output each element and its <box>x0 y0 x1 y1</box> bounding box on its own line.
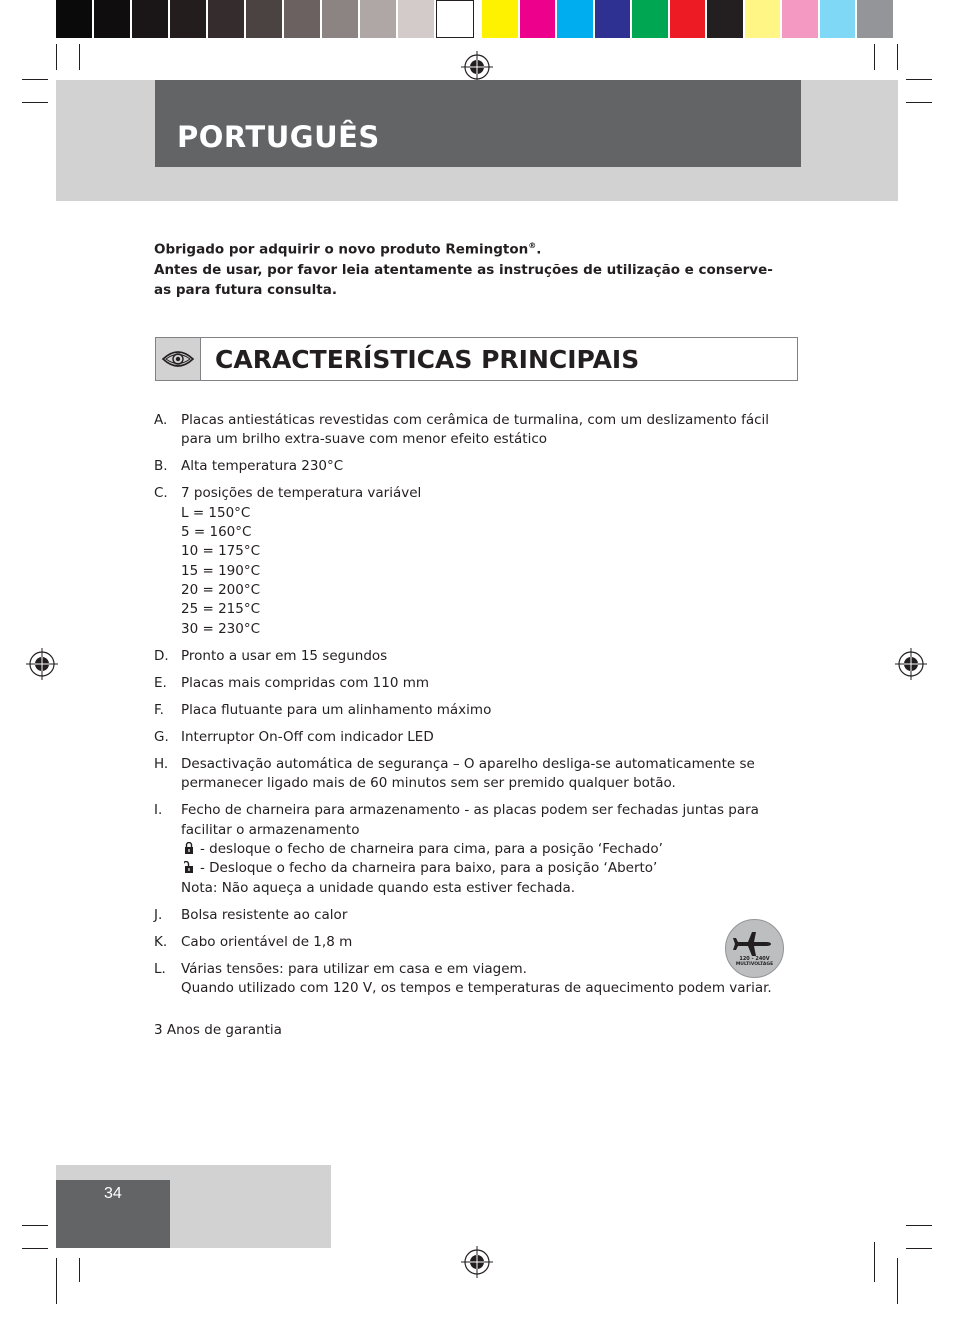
feature-letter: H. <box>154 756 169 773</box>
feature-line: 10 = 175°C <box>181 543 261 560</box>
gray-swatch <box>170 0 208 38</box>
feature-note: Nota: Não aqueça a unidade quando esta estiver fechada. <box>181 879 576 896</box>
features-icon-cell <box>156 338 201 380</box>
badge-voltage: 120 - 240V <box>739 956 770 962</box>
feature-line: Alta temperatura 230°C <box>181 458 344 475</box>
feature-letter: C. <box>154 485 168 502</box>
intro-line-1: Obrigado por adquirir o novo produto Remington®. <box>154 241 542 258</box>
feature-letter: D. <box>154 647 169 664</box>
feature-line: 15 = 190°C <box>181 562 261 579</box>
printer-color-bar <box>56 0 898 38</box>
feature-body <box>181 801 794 897</box>
registration-mark-icon <box>26 648 58 680</box>
feature-body <box>181 457 794 476</box>
feature-letter: K. <box>154 933 168 950</box>
feature-letter: B. <box>154 458 168 475</box>
color-swatch <box>857 0 895 38</box>
feature-line: 7 posições de temperatura variável <box>181 485 422 502</box>
lock-instruction: - Desloque o fecho da charneira para baixo, para a posição ‘Aberto’ <box>200 860 658 877</box>
feature-line: facilitar o armazenamento <box>181 821 360 838</box>
feature-letter: A. <box>154 412 168 428</box>
feature-line: Cabo orientável de 1,8 m <box>181 933 353 950</box>
feature-line: para um brilho extra-suave com menor efeito estático <box>181 431 548 448</box>
feature-body <box>181 411 794 450</box>
feature-body <box>181 701 794 720</box>
feature-line: 25 = 215°C <box>181 601 261 618</box>
airplane-icon <box>726 920 783 977</box>
feature-item <box>154 801 794 897</box>
multivoltage-badge <box>725 919 784 978</box>
feature-body <box>181 906 794 925</box>
features-heading <box>155 337 798 381</box>
gray-swatch <box>398 0 436 38</box>
registration-mark-icon <box>461 51 493 83</box>
gray-swatch <box>208 0 246 38</box>
registration-mark-icon <box>895 648 927 680</box>
feature-line: Interruptor On-Off com indicador LED <box>181 728 434 745</box>
feature-line: Placas mais compridas com 110 mm <box>181 674 430 691</box>
feature-line: 5 = 160°C <box>181 524 252 541</box>
feature-letter: J. <box>154 906 163 923</box>
feature-line: Desactivação automática de segurança – O aparelho desliga-se automaticamente se <box>181 756 755 773</box>
swatch-gap <box>474 0 482 38</box>
feature-body <box>181 647 794 666</box>
gray-swatch <box>132 0 170 38</box>
feature-line: Várias tensões: para utilizar em casa e em viagem. <box>181 960 527 977</box>
gray-swatch <box>56 0 94 38</box>
feature-item <box>154 647 794 666</box>
intro-line-3: as para futura consulta. <box>154 281 337 298</box>
gray-swatch <box>322 0 360 38</box>
feature-letter: I. <box>154 802 163 819</box>
feature-letter: E. <box>154 674 167 691</box>
feature-item <box>154 457 794 476</box>
feature-item <box>154 960 794 999</box>
gray-swatch <box>360 0 398 38</box>
gray-swatch <box>246 0 284 38</box>
feature-item <box>154 906 794 925</box>
feature-line: Fecho de charneira para armazenamento - as placas podem ser fechadas juntas para <box>181 802 759 819</box>
color-swatch <box>820 0 858 38</box>
feature-letter: F. <box>154 701 164 718</box>
gray-swatch <box>436 0 474 38</box>
gray-swatch <box>284 0 322 38</box>
features-title: CARACTERÍSTICAS PRINCIPAIS <box>215 345 640 374</box>
feature-body <box>181 728 794 747</box>
feature-line: Pronto a usar em 15 segundos <box>181 647 388 664</box>
lock-closed-line <box>181 840 794 859</box>
feature-item <box>154 755 794 794</box>
registration-mark-icon <box>461 1246 493 1278</box>
color-swatch <box>595 0 633 38</box>
page-title: PORTUGUÊS <box>177 120 380 154</box>
feature-body <box>181 960 794 999</box>
lock-instruction: - desloque o fecho de charneira para cima, para a posição ‘Fechado’ <box>200 841 663 858</box>
feature-item <box>154 728 794 747</box>
feature-line: Placas antiestáticas revestidas com cerâmica de turmalina, com um deslizamento fácil <box>181 412 770 428</box>
color-swatch <box>782 0 820 38</box>
feature-line: Placa flutuante para um alinhamento máximo <box>181 701 492 718</box>
feature-item <box>154 484 794 638</box>
feature-body <box>181 484 794 638</box>
feature-list <box>154 411 794 1006</box>
lock-open-line <box>181 859 794 878</box>
intro-line-2: Antes de usar, por favor leia atentamente as instruções de utilização e conserve- <box>154 261 773 278</box>
color-swatch <box>670 0 708 38</box>
feature-line: 30 = 230°C <box>181 620 261 637</box>
badge-label: MULTIVOLTAGE <box>735 962 774 967</box>
lock-open-icon <box>184 861 194 873</box>
feature-line: L = 150°C <box>181 504 251 521</box>
color-swatch <box>745 0 783 38</box>
feature-letter: L. <box>154 960 166 977</box>
feature-item <box>154 701 794 720</box>
feature-body <box>181 755 794 794</box>
color-swatch <box>707 0 745 38</box>
feature-body <box>181 933 794 952</box>
feature-line: Quando utilizado com 120 V, os tempos e temperaturas de aquecimento podem variar. <box>181 980 772 997</box>
color-swatch <box>557 0 595 38</box>
feature-item <box>154 411 794 450</box>
feature-item <box>154 933 794 952</box>
feature-line: 20 = 200°C <box>181 581 261 598</box>
page-number: 34 <box>104 1185 122 1202</box>
warranty-text: 3 Anos de garantia <box>154 1022 282 1038</box>
feature-item <box>154 674 794 693</box>
color-swatch <box>520 0 558 38</box>
gray-swatch <box>94 0 132 38</box>
eye-icon <box>161 349 195 369</box>
feature-letter: G. <box>154 728 169 745</box>
feature-line: Bolsa resistente ao calor <box>181 906 348 923</box>
feature-line: permanecer ligado mais de 60 minutos sem ser premido qualquer botão. <box>181 775 676 792</box>
lock-closed-icon <box>184 842 194 854</box>
intro-text <box>154 236 774 300</box>
feature-body <box>181 674 794 693</box>
color-swatch <box>632 0 670 38</box>
color-swatch <box>482 0 520 38</box>
